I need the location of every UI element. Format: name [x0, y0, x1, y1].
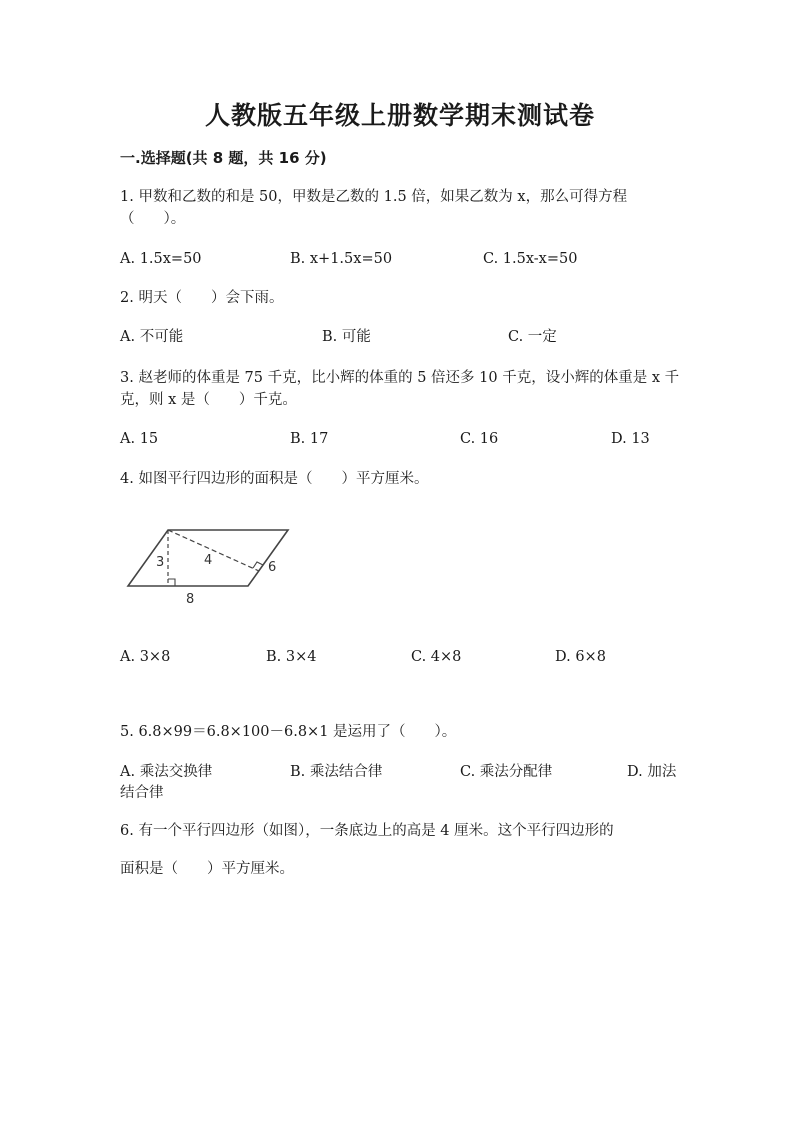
question-2-option-c[interactable]: C. 一定	[508, 329, 557, 345]
question-4-option-d[interactable]: D. 6×8	[555, 649, 606, 665]
question-5-option-d[interactable]: D. 加法	[627, 764, 677, 780]
question-1-option-a[interactable]: A. 1.5x=50	[120, 251, 202, 267]
question-2-text: 2. 明天（ ）会下雨。	[120, 290, 284, 306]
question-3-option-d[interactable]: D. 13	[611, 431, 650, 447]
question-1-text: 1. 甲数和乙数的和是 50，甲数是乙数的 1.5 倍，如果乙数为 x，那么可得方程（ ）。	[120, 189, 628, 227]
question-4-option-c[interactable]: C. 4×8	[411, 649, 462, 665]
question-2-option-b[interactable]: B. 可能	[322, 329, 371, 345]
question-5-option-c[interactable]: C. 乘法分配律	[460, 764, 553, 780]
right-angle-mark-base	[168, 579, 175, 586]
question-3-option-b[interactable]: B. 17	[290, 431, 329, 447]
question-1-option-c[interactable]: C. 1.5x-x=50	[483, 251, 578, 267]
question-3-option-c[interactable]: C. 16	[460, 431, 499, 447]
question-6-text-line-1: 6. 有一个平行四边形（如图），一条底边上的高是 4 厘米。这个平行四边形的	[120, 823, 614, 839]
parallelogram-figure	[118, 518, 298, 610]
question-4-option-a[interactable]: A. 3×8	[120, 649, 171, 665]
question-3-option-a[interactable]: A. 15	[120, 431, 159, 447]
question-2-option-a[interactable]: A. 不可能	[120, 329, 184, 345]
dash-length-label: 4	[204, 553, 213, 568]
question-5-option-d-continued: 结合律	[120, 785, 164, 801]
perpendicular-line	[168, 530, 259, 571]
question-5-option-a[interactable]: A. 乘法交换律	[120, 764, 213, 780]
question-3-text: 3. 赵老师的体重是 75 千克，比小辉的体重的 5 倍还多 10 千克，设小辉的体重是 x 千克，则 x 是（ ）千克。	[120, 370, 680, 408]
question-6-text-line-2: 面积是（ ）平方厘米。	[120, 861, 294, 877]
base-length-label: 8	[186, 592, 195, 607]
page-title: 人教版五年级上册数学期末测试卷	[204, 101, 595, 130]
question-4-option-b[interactable]: B. 3×4	[266, 649, 317, 665]
question-4-text: 4. 如图平行四边形的面积是（ ）平方厘米。	[120, 471, 429, 487]
section-heading: 一.选择题(共 8 题，共 16 分)	[120, 149, 327, 167]
height-label: 3	[156, 555, 165, 570]
side-length-label: 6	[268, 560, 277, 575]
question-5-text: 5. 6.8×99＝6.8×100－6.8×1 是运用了（ ）。	[120, 724, 457, 740]
question-5-option-b[interactable]: B. 乘法结合律	[290, 764, 383, 780]
question-1-option-b[interactable]: B. x+1.5x=50	[290, 251, 393, 267]
